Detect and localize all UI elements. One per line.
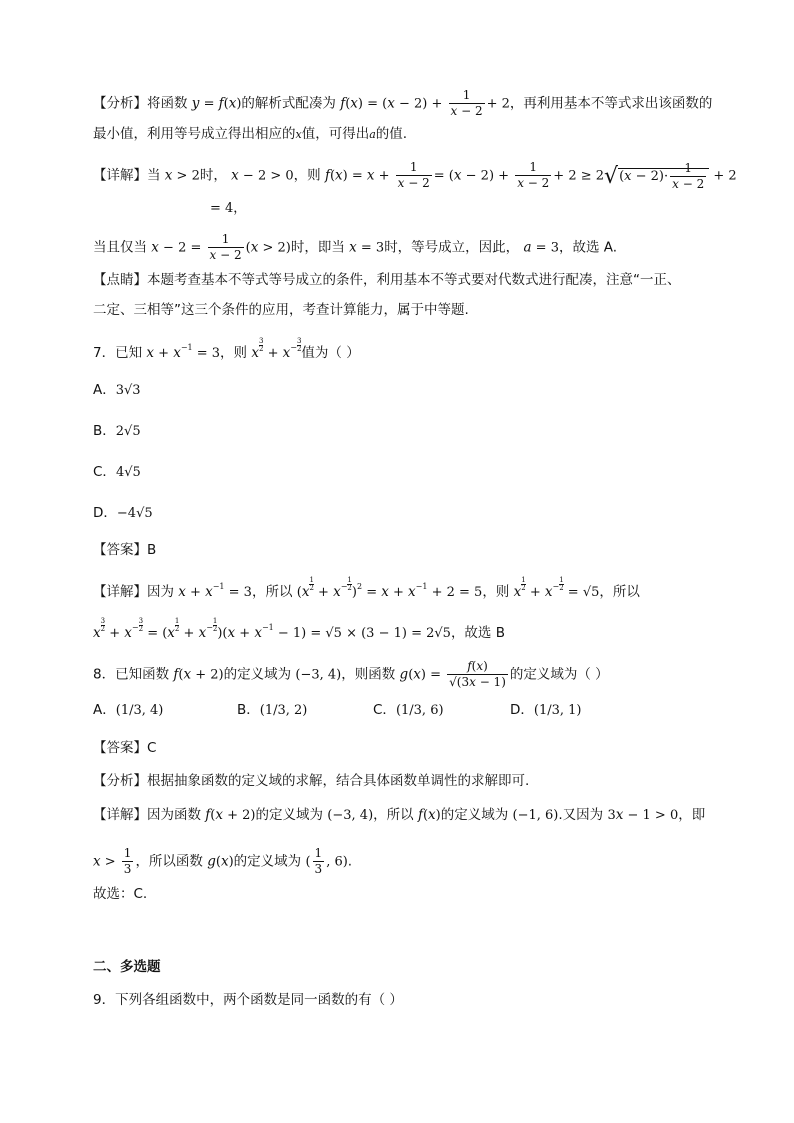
analysis-tag: 【分析】	[93, 95, 147, 112]
q7-option-b: B．2√5	[93, 423, 141, 439]
detail-line-2: = 4，	[210, 201, 247, 216]
q8-option-a: A．(1/3, 4)	[93, 702, 164, 718]
q8-answer: 【答案】C	[93, 740, 157, 756]
q7-option-d: D．−4√5	[93, 505, 153, 521]
q8-detail-line-2: x > $\frac{1}{3}$ ，所以函数 g(x)的定义域为 ( $\frac{1}{3}$ , 6).	[93, 846, 353, 876]
q7-detail-line-1: 【详解】因为 $x + x^{-1} = 3$，所以 (x $\frac{1}{2}$ + x− $\frac{1}{2}$ )$^2 = x + x^{-1} + 2 = 5$，则 x $\frac{1}{2}$ + x− $\frac{1}{2}$ = √5，所以	[93, 576, 640, 600]
detail-line-1: 【详解】当 x > 2时， x − 2 > 0，则 f(x) = x + $\frac{1}{x - 2}$ = (x − 2) + $\frac{1}{x - 2}$ + 2 ≥ 2√(x − 2)· $\frac{1}{x - 2}$ + 2	[93, 160, 737, 191]
comment-tag: 【点睛】	[93, 272, 147, 288]
detail-tag: 【详解】	[93, 167, 147, 184]
q7-stem: 7．已知 $x + x^{-1} = 3$，则 x $\frac{3}{2}$ + x− $\frac{3}{2}$ 值为（ ）	[93, 337, 360, 361]
detail-line-3: 当且仅当 x − 2 = $\frac{1}{x - 2}$ (x > 2)时，即当 x = 3时，等号成立，因此， a = 3，故选 A.	[93, 232, 618, 262]
q8-option-c: C．(1/3, 6)	[373, 702, 444, 718]
q8-stem: 8．已知函数 f(x + 2)的定义域为 (−3, 4)，则函数 g(x) = $\frac{f(x)}{√(3x - 1)}$ 的定义域为（ ）	[93, 659, 609, 689]
q7-detail-line-2: x $\frac{3}{2}$ + x− $\frac{3}{2}$ = (x $\frac{1}{2}$ + x− $\frac{1}{2}$ )$(x + x^{-1} - 1) = √5 \times (3 - 1) = 2√5$，故选 B	[93, 617, 505, 641]
q8-conclusion: 故选：C.	[93, 886, 148, 902]
q8-detail-line-1: 【详解】因为函数 f(x + 2)的定义域为 (−3, 4)，所以 f(x)的定义域为 (−1, 6).又因为 3x − 1 > 0，即	[93, 807, 706, 823]
q8-option-b: B．(1/3, 2)	[237, 702, 308, 718]
q7-option-a: A．3√3	[93, 382, 141, 398]
q8-analysis: 【分析】根据抽象函数的定义域的求解，结合具体函数单调性的求解即可.	[93, 773, 530, 789]
q9-stem: 9．下列各组函数中，两个函数是同一函数的有（ ）	[93, 992, 403, 1008]
comment-line-1: 【点睛】本题考查基本不等式等号成立的条件，利用基本不等式要对代数式进行配凑，注意“一正、	[93, 272, 681, 288]
q8-option-d: D．(1/3, 1)	[510, 702, 582, 718]
q7-option-c: C．4√5	[93, 464, 141, 480]
analysis-line-1: 【分析】将函数 y = f(x)的解析式配凑为 f(x) = (x − 2) + $\frac{1}{x - 2}$ + 2，再利用基本不等式求出该函数的	[93, 88, 713, 118]
q8-options	[93, 700, 713, 722]
comment-line-2: 二定、三相等”这三个条件的应用，考查计算能力，属于中等题.	[93, 302, 469, 318]
analysis-line-2: 最小值，利用等号成立得出相应的x值，可得出a的值.	[93, 126, 408, 142]
section-title: 二、多选题	[93, 959, 161, 975]
q7-answer: 【答案】B	[93, 542, 157, 558]
